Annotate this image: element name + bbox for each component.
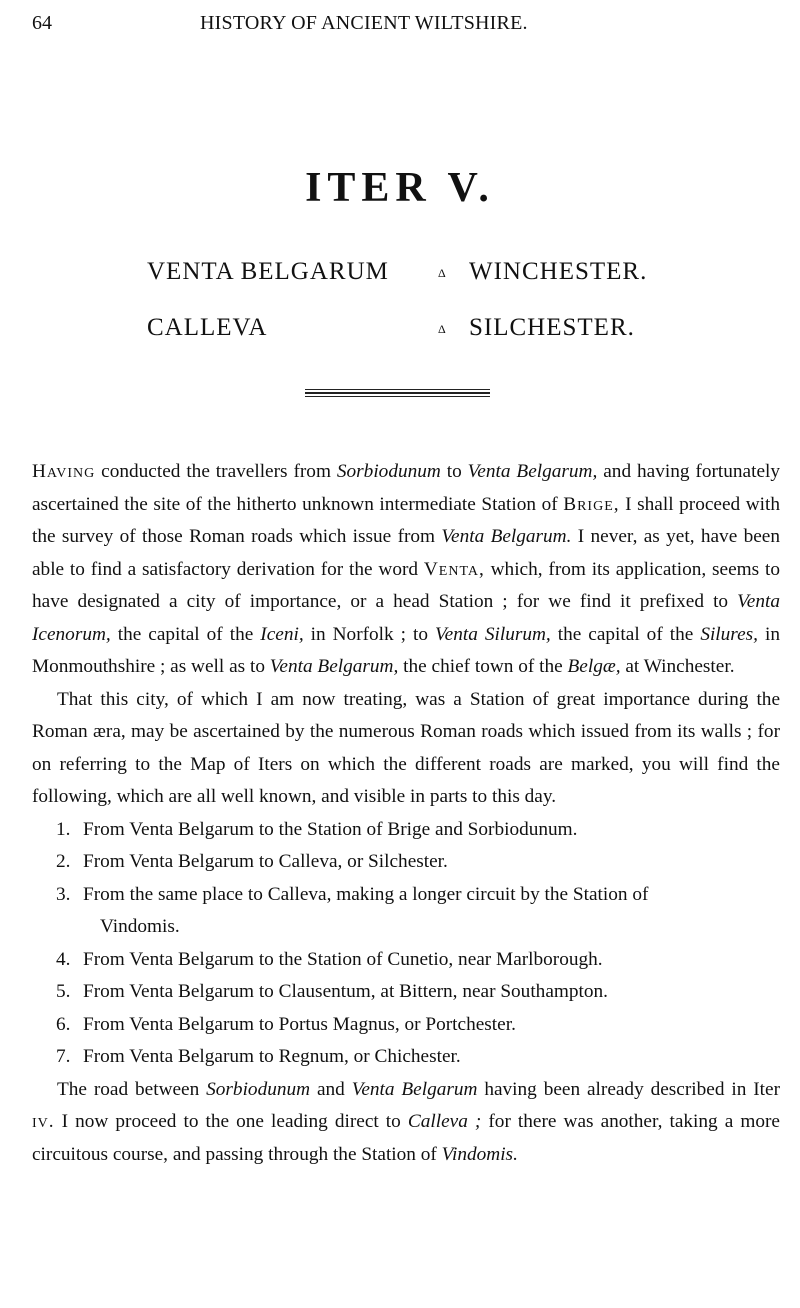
text-run: having been already described in Iter [477,1078,781,1100]
item-text: From Venta Belgarum to Calleva, or Silchester. [83,851,448,872]
place-name: Venta Belgarum. [441,526,572,547]
item-number: 7. [56,1046,71,1067]
place-name: Calleva ; [407,1111,482,1132]
text-run: to [440,461,468,482]
text-run: the chief town of the [398,656,568,677]
text-run: in Norfolk ; to [303,623,436,645]
chapter-title: ITER V. [305,165,495,211]
text-run: in Monmouthshire ; as well as to [32,623,780,677]
road-list [32,814,780,1074]
place-name: Venta Silurum, [435,623,551,645]
place-name: Venta Icenorum, [32,591,780,645]
station-roman-name: VENTA BELGARUM [147,258,389,285]
item-number: 5. [56,981,71,1002]
iter-number: iv. [32,1111,55,1132]
item-number: 1. [56,818,71,840]
divider-rule [305,389,490,390]
text-run: at Winchester. [620,656,735,677]
paragraph-intro [32,456,780,684]
triangle-icon: Δ [438,266,446,280]
word-venta: Venta, [423,558,485,580]
text-run: The road between [57,1078,207,1100]
tribe-name: Belgæ, [567,656,621,677]
text-run: and [310,1078,352,1100]
list-item [32,846,780,879]
text-run: conducted the travellers from [95,461,337,482]
station-modern-name: WINCHESTER. [469,258,648,285]
place-name: Sorbiodunum [206,1078,311,1100]
text-run: I never, as yet, have been able to find a satisfactory derivation for the word [32,526,780,580]
list-item [32,1009,780,1042]
item-text-continued: Vindomis. [100,916,180,937]
running-header [32,12,770,40]
running-title: HISTORY OF ANCIENT WILTSHIRE. [200,12,528,34]
paragraph-importance: That this city, of which I am now treating, was a Station of great importance during the Roman æra, may be ascertained by the numerous Roman roads which issued from its walls ; for on referring to the Map of Iters on which the different roads are marked, you will find the following, which are all well known, and visible in parts to this day. [32,688,780,807]
place-name: Vindomis. [441,1143,518,1165]
item-text: From Venta Belgarum to the Station of Brige and Sorbiodunum. [83,818,578,840]
text-run: I now proceed to the one leading direct to [54,1111,408,1132]
item-text: From Venta Belgarum to Clausentum, at Bittern, near Southampton. [83,981,608,1002]
text-run: the capital of the [110,623,261,645]
place-name: Sorbiodunum [336,461,441,482]
lead-word: Having [32,461,96,482]
list-item [32,1041,780,1074]
triangle-icon: Δ [438,322,446,336]
place-name: Venta Belgarum, [467,461,598,482]
item-text: From Venta Belgarum to the Station of Cunetio, near Marlborough. [83,948,603,970]
item-number: 2. [56,851,71,872]
text-run: I shall proceed with the survey of those Roman roads which issue from [32,493,780,547]
list-item [32,976,780,1009]
text-run: which, from its application, seems to have designated a city of importance, or a head Station ; for we find it prefixed to [32,558,780,612]
text-run: the capital of the [550,623,701,645]
item-number: 3. [56,883,71,905]
divider-rule [305,396,490,397]
page-number: 64 [32,12,52,34]
place-name: Venta Belgarum [351,1078,478,1100]
text-run: for there was another, taking a more circuitous course, and passing through the Station of [32,1111,780,1165]
place-name: Venta Belgarum, [269,656,399,677]
list-item [32,814,780,847]
item-text: From Venta Belgarum to Portus Magnus, or Portchester. [83,1013,516,1035]
body-text [32,456,780,1171]
item-number: 4. [56,948,71,970]
list-item [32,879,780,944]
place-name: Brige, [563,493,620,515]
item-number: 6. [56,1013,71,1035]
paragraph-road [32,1074,780,1172]
item-text: From the same place to Calleva, making a longer circuit by the Station of [83,883,649,905]
tribe-name: Iceni, [260,623,304,645]
station-modern-name: SILCHESTER. [469,314,635,341]
list-item [32,944,780,977]
station-roman-name: CALLEVA [147,314,268,341]
item-text: From Venta Belgarum to Regnum, or Chichester. [83,1046,461,1067]
text-run: and having fortunately ascertained the site of the hitherto unknown intermediate Station of [32,461,781,515]
tribe-name: Silures, [700,623,758,645]
divider-rule [305,392,490,394]
